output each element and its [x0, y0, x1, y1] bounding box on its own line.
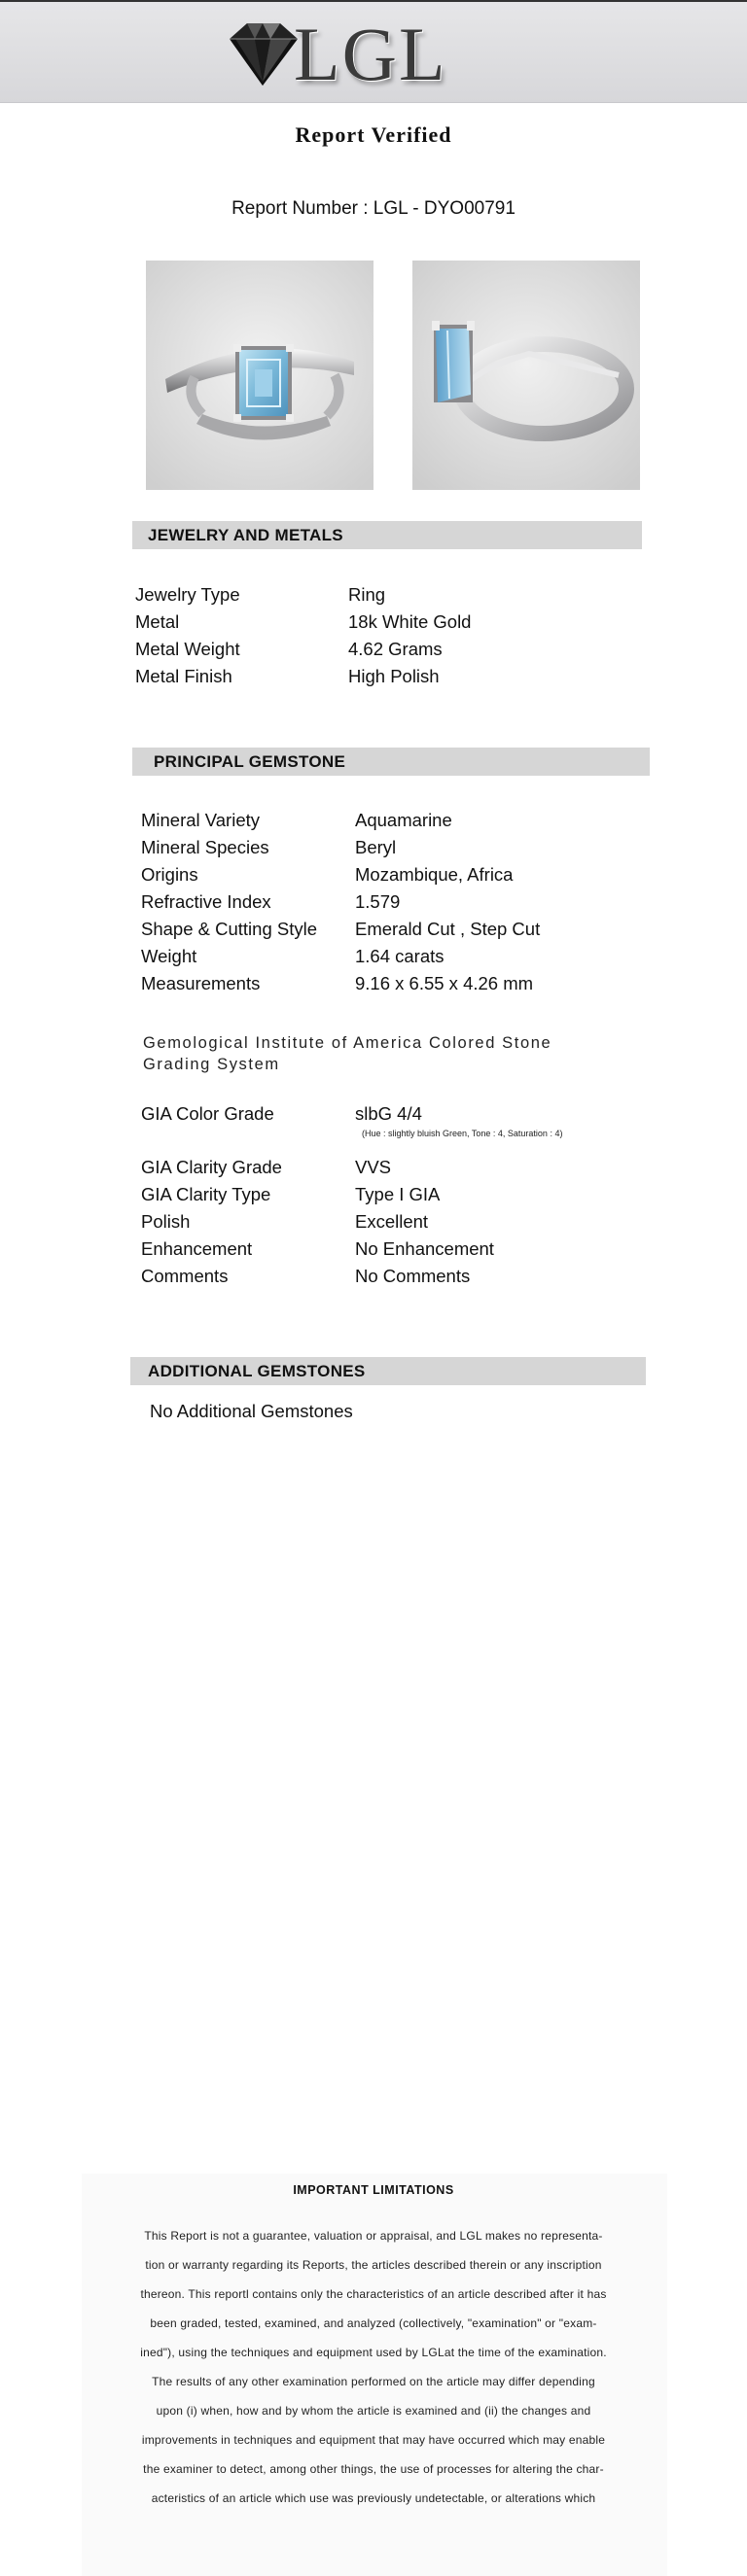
- jewelry-value: High Polish: [348, 666, 440, 686]
- limitations-line: acteristics of an article which use was previously undetectable, or alterations which: [151, 2491, 596, 2505]
- grading-standard: Gemological Institute of America Colored Stone Grading System: [143, 1034, 552, 1073]
- ring-front-photo: [146, 261, 374, 490]
- grade-label: Comments: [141, 1266, 229, 1286]
- grade-label: Polish: [141, 1211, 191, 1232]
- gem-value: Mozambique, Africa: [355, 864, 514, 885]
- gem-value: Aquamarine: [355, 810, 452, 830]
- gem-value: 9.16 x 6.55 x 4.26 mm: [355, 973, 534, 993]
- gem-value: 1.579: [355, 891, 401, 912]
- gem-label: Origins: [141, 864, 198, 885]
- lgl-logo: [226, 12, 488, 96]
- limitations-line: the examiner to detect, among other things, the use of processes for altering the char-: [143, 2462, 604, 2476]
- color-grade-value: slbG 4/4: [355, 1103, 422, 1124]
- report-number: Report Number : LGL - DYO00791: [231, 198, 516, 219]
- gem-label: Shape & Cutting Style: [141, 919, 317, 939]
- page-title: Report Verified: [295, 122, 452, 147]
- principal-heading: PRINCIPAL GEMSTONE: [132, 748, 650, 776]
- diamond-icon: [226, 17, 300, 91]
- limitations-line: thereon. This reportl contains only the characteristics of an article described after it has: [140, 2287, 607, 2301]
- grade-value: Type I GIA: [355, 1184, 441, 1204]
- ring-side-photo: [412, 261, 640, 490]
- logo-text: LGL: [294, 12, 447, 96]
- limitations-line: tion or warranty regarding its Reports, the articles described therein or any inscription: [145, 2258, 602, 2272]
- additional-heading: ADDITIONAL GEMSTONES: [130, 1357, 646, 1385]
- grade-value: No Enhancement: [355, 1238, 494, 1259]
- gem-value: Beryl: [355, 837, 397, 857]
- additional-text: No Additional Gemstones: [150, 1401, 353, 1421]
- jewelry-value: 4.62 Grams: [348, 639, 443, 659]
- limitations-line: ined"), using the techniques and equipment used by LGLat the time of the examination.: [140, 2346, 607, 2359]
- limitations-line: The results of any other examination performed on the article may differ depending: [152, 2375, 595, 2388]
- gem-label: Weight: [141, 946, 197, 966]
- limitations-line: been graded, tested, examined, and analyzed (collectively, "examination" or "exam-: [150, 2316, 597, 2330]
- gem-value: Emerald Cut , Step Cut: [355, 919, 541, 939]
- gem-label: Mineral Variety: [141, 810, 261, 830]
- jewelry-label: Metal Weight: [135, 639, 240, 659]
- jewelry-label: Jewelry Type: [135, 584, 240, 605]
- grade-value: VVS: [355, 1157, 392, 1177]
- limitations-title: IMPORTANT LIMITATIONS: [293, 2183, 454, 2197]
- jewelry-label: Metal: [135, 611, 180, 632]
- limitations-line: This Report is not a guarantee, valuation or appraisal, and LGL makes no representa-: [144, 2229, 603, 2243]
- gem-label: Mineral Species: [141, 837, 269, 857]
- limitations-line: upon (i) when, how and by whom the article is examined and (ii) the changes and: [156, 2404, 591, 2418]
- jewelry-value: 18k White Gold: [348, 611, 472, 632]
- jewelry-heading: JEWELRY AND METALS: [132, 521, 642, 549]
- jewelry-value: Ring: [348, 584, 386, 605]
- grade-label: GIA Clarity Type: [141, 1184, 271, 1204]
- jewelry-label: Metal Finish: [135, 666, 232, 686]
- limitations-line: improvements in techniques and equipment that may have occurred which may enable: [141, 2433, 606, 2447]
- gem-value: 1.64 carats: [355, 946, 445, 966]
- color-grade-label: GIA Color Grade: [141, 1103, 274, 1124]
- header-band: [0, 2, 747, 103]
- color-grade-note: (Hue : slightly bluish Green, Tone : 4, Saturation : 4): [362, 1129, 563, 1138]
- grade-label: GIA Clarity Grade: [141, 1157, 282, 1177]
- grade-value: No Comments: [355, 1266, 471, 1286]
- gem-label: Measurements: [141, 973, 261, 993]
- grade-label: Enhancement: [141, 1238, 253, 1259]
- gem-label: Refractive Index: [141, 891, 271, 912]
- grade-value: Excellent: [355, 1211, 429, 1232]
